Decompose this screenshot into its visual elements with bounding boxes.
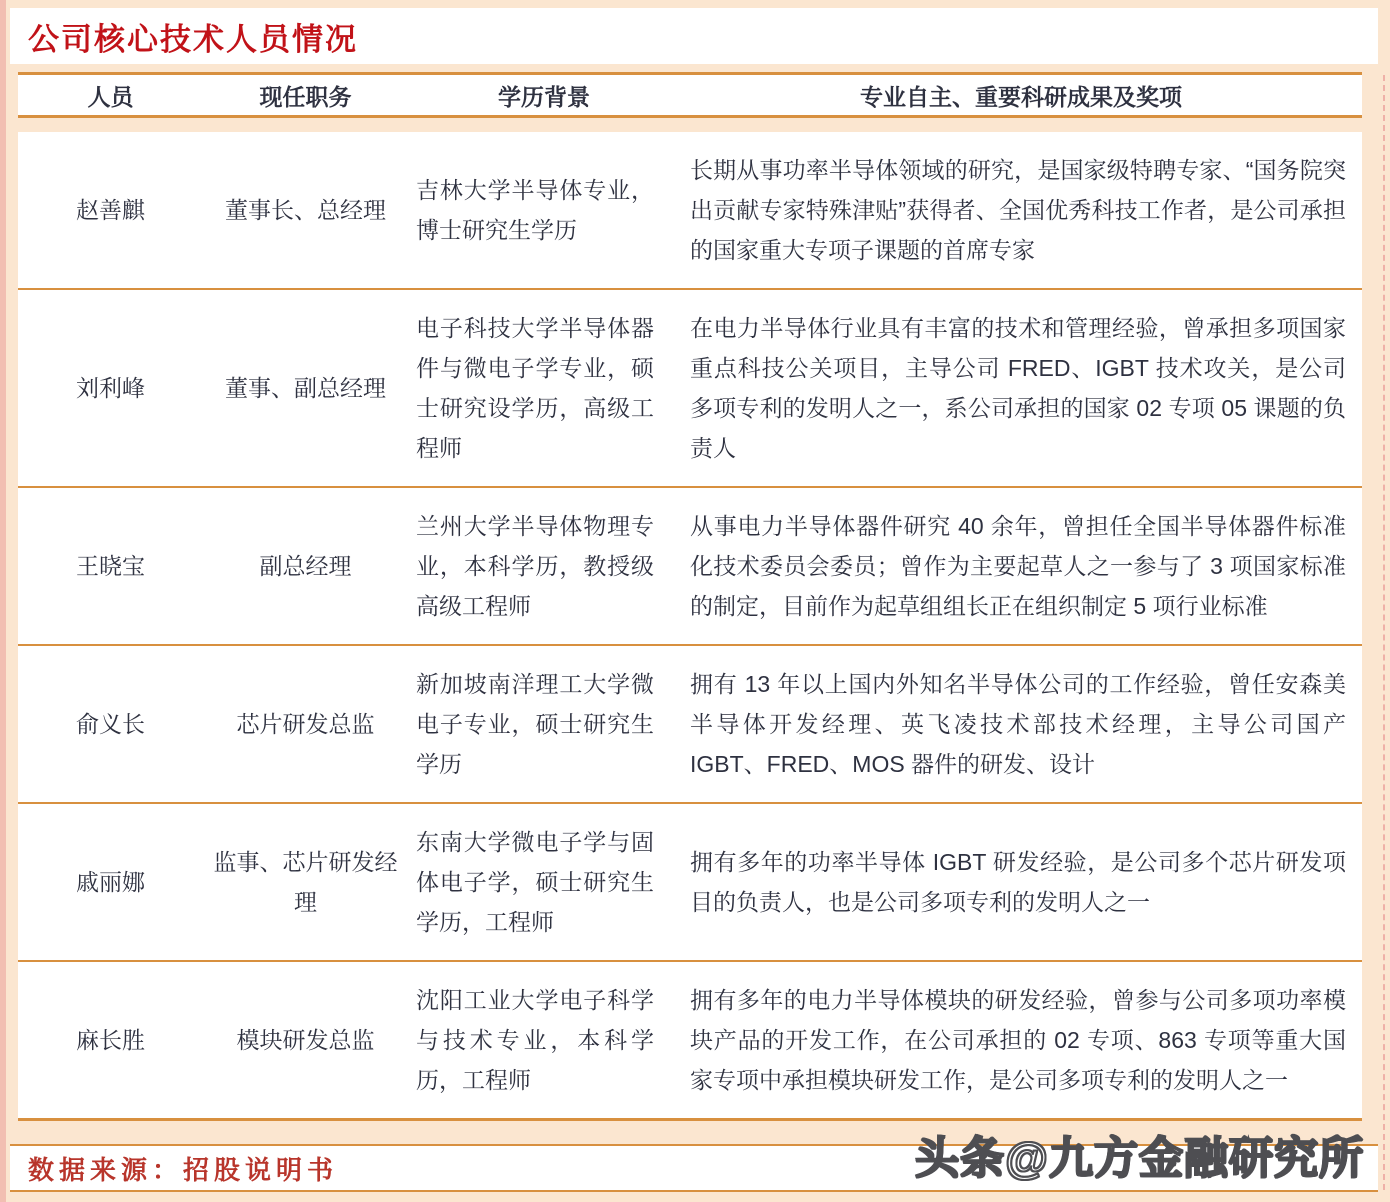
cell-education: 吉林大学半导体专业，博士研究生学历 xyxy=(416,177,654,243)
cell-achievements: 拥有多年的电力半导体模块的研发经验，曾参与公司多项功率模块产品的开发工作，在公司承担的 02 专项、863 专项等重大国家专项中承担模块研发工作，是公司多项专利的发明人之一 xyxy=(690,987,1346,1093)
cell-position: 芯片研发总监 xyxy=(236,711,375,737)
cell-education: 新加坡南洋理工大学微电子专业，硕士研究生学历 xyxy=(416,671,654,777)
table-row xyxy=(18,802,1362,960)
page-right-dashed-border xyxy=(1383,75,1385,1190)
column-header-personnel: 人员 xyxy=(87,83,134,110)
cell-personnel-name: 戚丽娜 xyxy=(76,869,145,895)
cell-education: 沈阳工业大学电子科学与技术专业，本科学历，工程师 xyxy=(416,987,654,1093)
cell-personnel-name: 赵善麒 xyxy=(76,197,145,223)
cell-position: 监事、芯片研发经理 xyxy=(213,849,398,915)
cell-achievements: 拥有 13 年以上国内外知名半导体公司的工作经验，曾任安森美半导体开发经理、英飞凌技术部技术经理，主导公司国产 IGBT、FRED、MOS 器件的研发、设计 xyxy=(690,671,1346,777)
cell-personnel-name: 麻长胜 xyxy=(76,1027,145,1053)
toutiao-watermark: 头条@九方金融研究所 xyxy=(915,1134,1364,1183)
cell-achievements: 长期从事功率半导体领域的研究，是国家级特聘专家、“国务院突出贡献专家特殊津贴”获得者、全国优秀科技工作者，是公司承担的国家重大专项子课题的首席专家 xyxy=(690,157,1346,263)
cell-achievements: 拥有多年的功率半导体 IGBT 研发经验，是公司多个芯片研发项目的负责人，也是公司多项专利的发明人之一 xyxy=(690,849,1346,915)
page-left-edge-strip xyxy=(0,0,6,1202)
table-row xyxy=(18,486,1362,644)
cell-personnel-name: 刘利峰 xyxy=(76,375,145,401)
cell-education: 兰州大学半导体物理专业，本科学历，教授级高级工程师 xyxy=(416,513,654,619)
cell-position: 董事长、总经理 xyxy=(225,197,386,223)
table-header-row xyxy=(18,72,1362,118)
core-personnel-table xyxy=(18,72,1362,1121)
cell-education: 东南大学微电子学与固体电子学，硕士研究生学历，工程师 xyxy=(416,829,654,935)
column-header-education: 学历背景 xyxy=(498,83,590,110)
column-header-achievements: 专业自主、重要科研成果及奖项 xyxy=(860,83,1182,110)
cell-position: 模块研发总监 xyxy=(236,1027,375,1053)
cell-position: 董事、副总经理 xyxy=(225,375,386,401)
table-row xyxy=(18,644,1362,802)
cell-personnel-name: 王晓宝 xyxy=(76,553,145,579)
cell-achievements: 在电力半导体行业具有丰富的技术和管理经验，曾承担多项国家重点科技公关项目，主导公司 FRED、IGBT 技术攻关，是公司多项专利的发明人之一，系公司承担的国家 02 专项 05 课题的负责人 xyxy=(690,315,1346,461)
table-body xyxy=(18,132,1362,1121)
column-header-position: 现任职务 xyxy=(259,83,352,110)
table-row xyxy=(18,132,1362,288)
page-title: 公司核心技术人员情况 xyxy=(28,21,358,57)
cell-education: 电子科技大学半导体器件与微电子学专业，硕士研究设学历，高级工程师 xyxy=(416,315,654,461)
header-body-gap xyxy=(18,118,1362,132)
cell-personnel-name: 俞义长 xyxy=(76,711,145,737)
cell-position: 副总经理 xyxy=(259,553,352,579)
cell-achievements: 从事电力半导体器件研究 40 余年，曾担任全国半导体器件标准化技术委员会委员；曾作为主要起草人之一参与了 3 项国家标准的制定，目前作为起草组组长正在组织制定 5 项行业标准 xyxy=(690,513,1346,619)
data-source-text: 数据来源：招股说明书 xyxy=(28,1154,339,1185)
table-row xyxy=(18,288,1362,486)
table-row xyxy=(18,960,1362,1118)
title-bar xyxy=(10,8,1378,64)
